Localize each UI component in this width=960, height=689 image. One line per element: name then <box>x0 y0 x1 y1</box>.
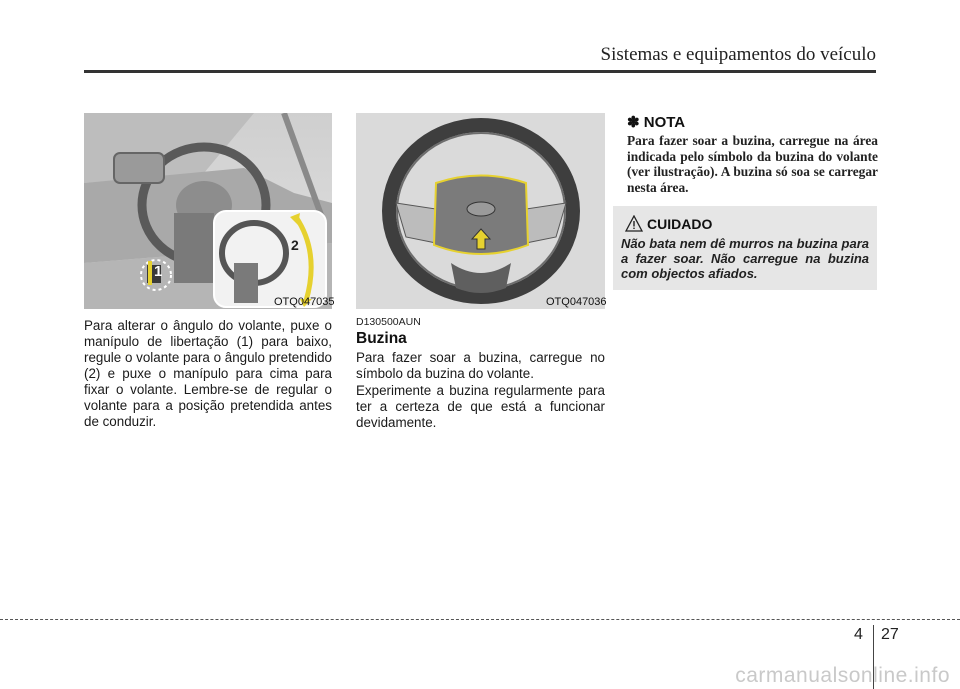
horn-paragraph-1: Para fazer soar a buzina, carregue no símbolo da buzina do volante. <box>356 350 605 381</box>
steering-tilt-paragraph: Para alterar o ângulo do volante, puxe o manípulo de libertação (1) para baixo, regule o volante para o ângulo pretendido (2) e puxe o manípulo para cima para fixar o volante. Lembre-se de regular o volante para a posição pretendida antes de conduzir. <box>84 318 332 429</box>
figure-steering-tilt <box>84 113 332 309</box>
note-title: ✽ NOTA <box>627 114 686 131</box>
callout-1: 1 <box>154 263 163 280</box>
page-section: 4 <box>854 626 863 643</box>
caution-box <box>613 206 877 290</box>
caution-text: Não bata nem dê murros na buzina para a fazer soar. Não carregue na buzina com objectos afiados. <box>621 236 869 281</box>
figure-code-left: OTQ047035 <box>274 296 335 308</box>
note-text: Para fazer soar a buzina, carregue na área indicada pelo símbolo da buzina do volante (ver ilustração). A buzina só soa se carregar nesta área. <box>627 133 878 195</box>
steering-wheel-illustration <box>356 113 605 309</box>
page-number: 27 <box>881 626 899 643</box>
header-rule <box>84 70 876 73</box>
section-code: D130500AUN <box>356 316 421 328</box>
figure-code-middle: OTQ047036 <box>546 296 607 308</box>
figure-steering-wheel <box>356 113 605 309</box>
caution-title: CUIDADO <box>647 216 713 232</box>
section-title-horn: Buzina <box>356 330 407 347</box>
horn-paragraph-2: Experimente a buzina regularmente para ter a certeza de que está a funcionar devidamente. <box>356 383 605 430</box>
warning-triangle-icon <box>625 215 643 232</box>
watermark: carmanualsonline.info <box>735 664 950 687</box>
steering-tilt-illustration <box>84 113 332 309</box>
callout-2: 2 <box>291 237 299 253</box>
header-title: Sistemas e equipamentos do veículo <box>600 44 876 65</box>
footer-rule <box>0 619 960 620</box>
